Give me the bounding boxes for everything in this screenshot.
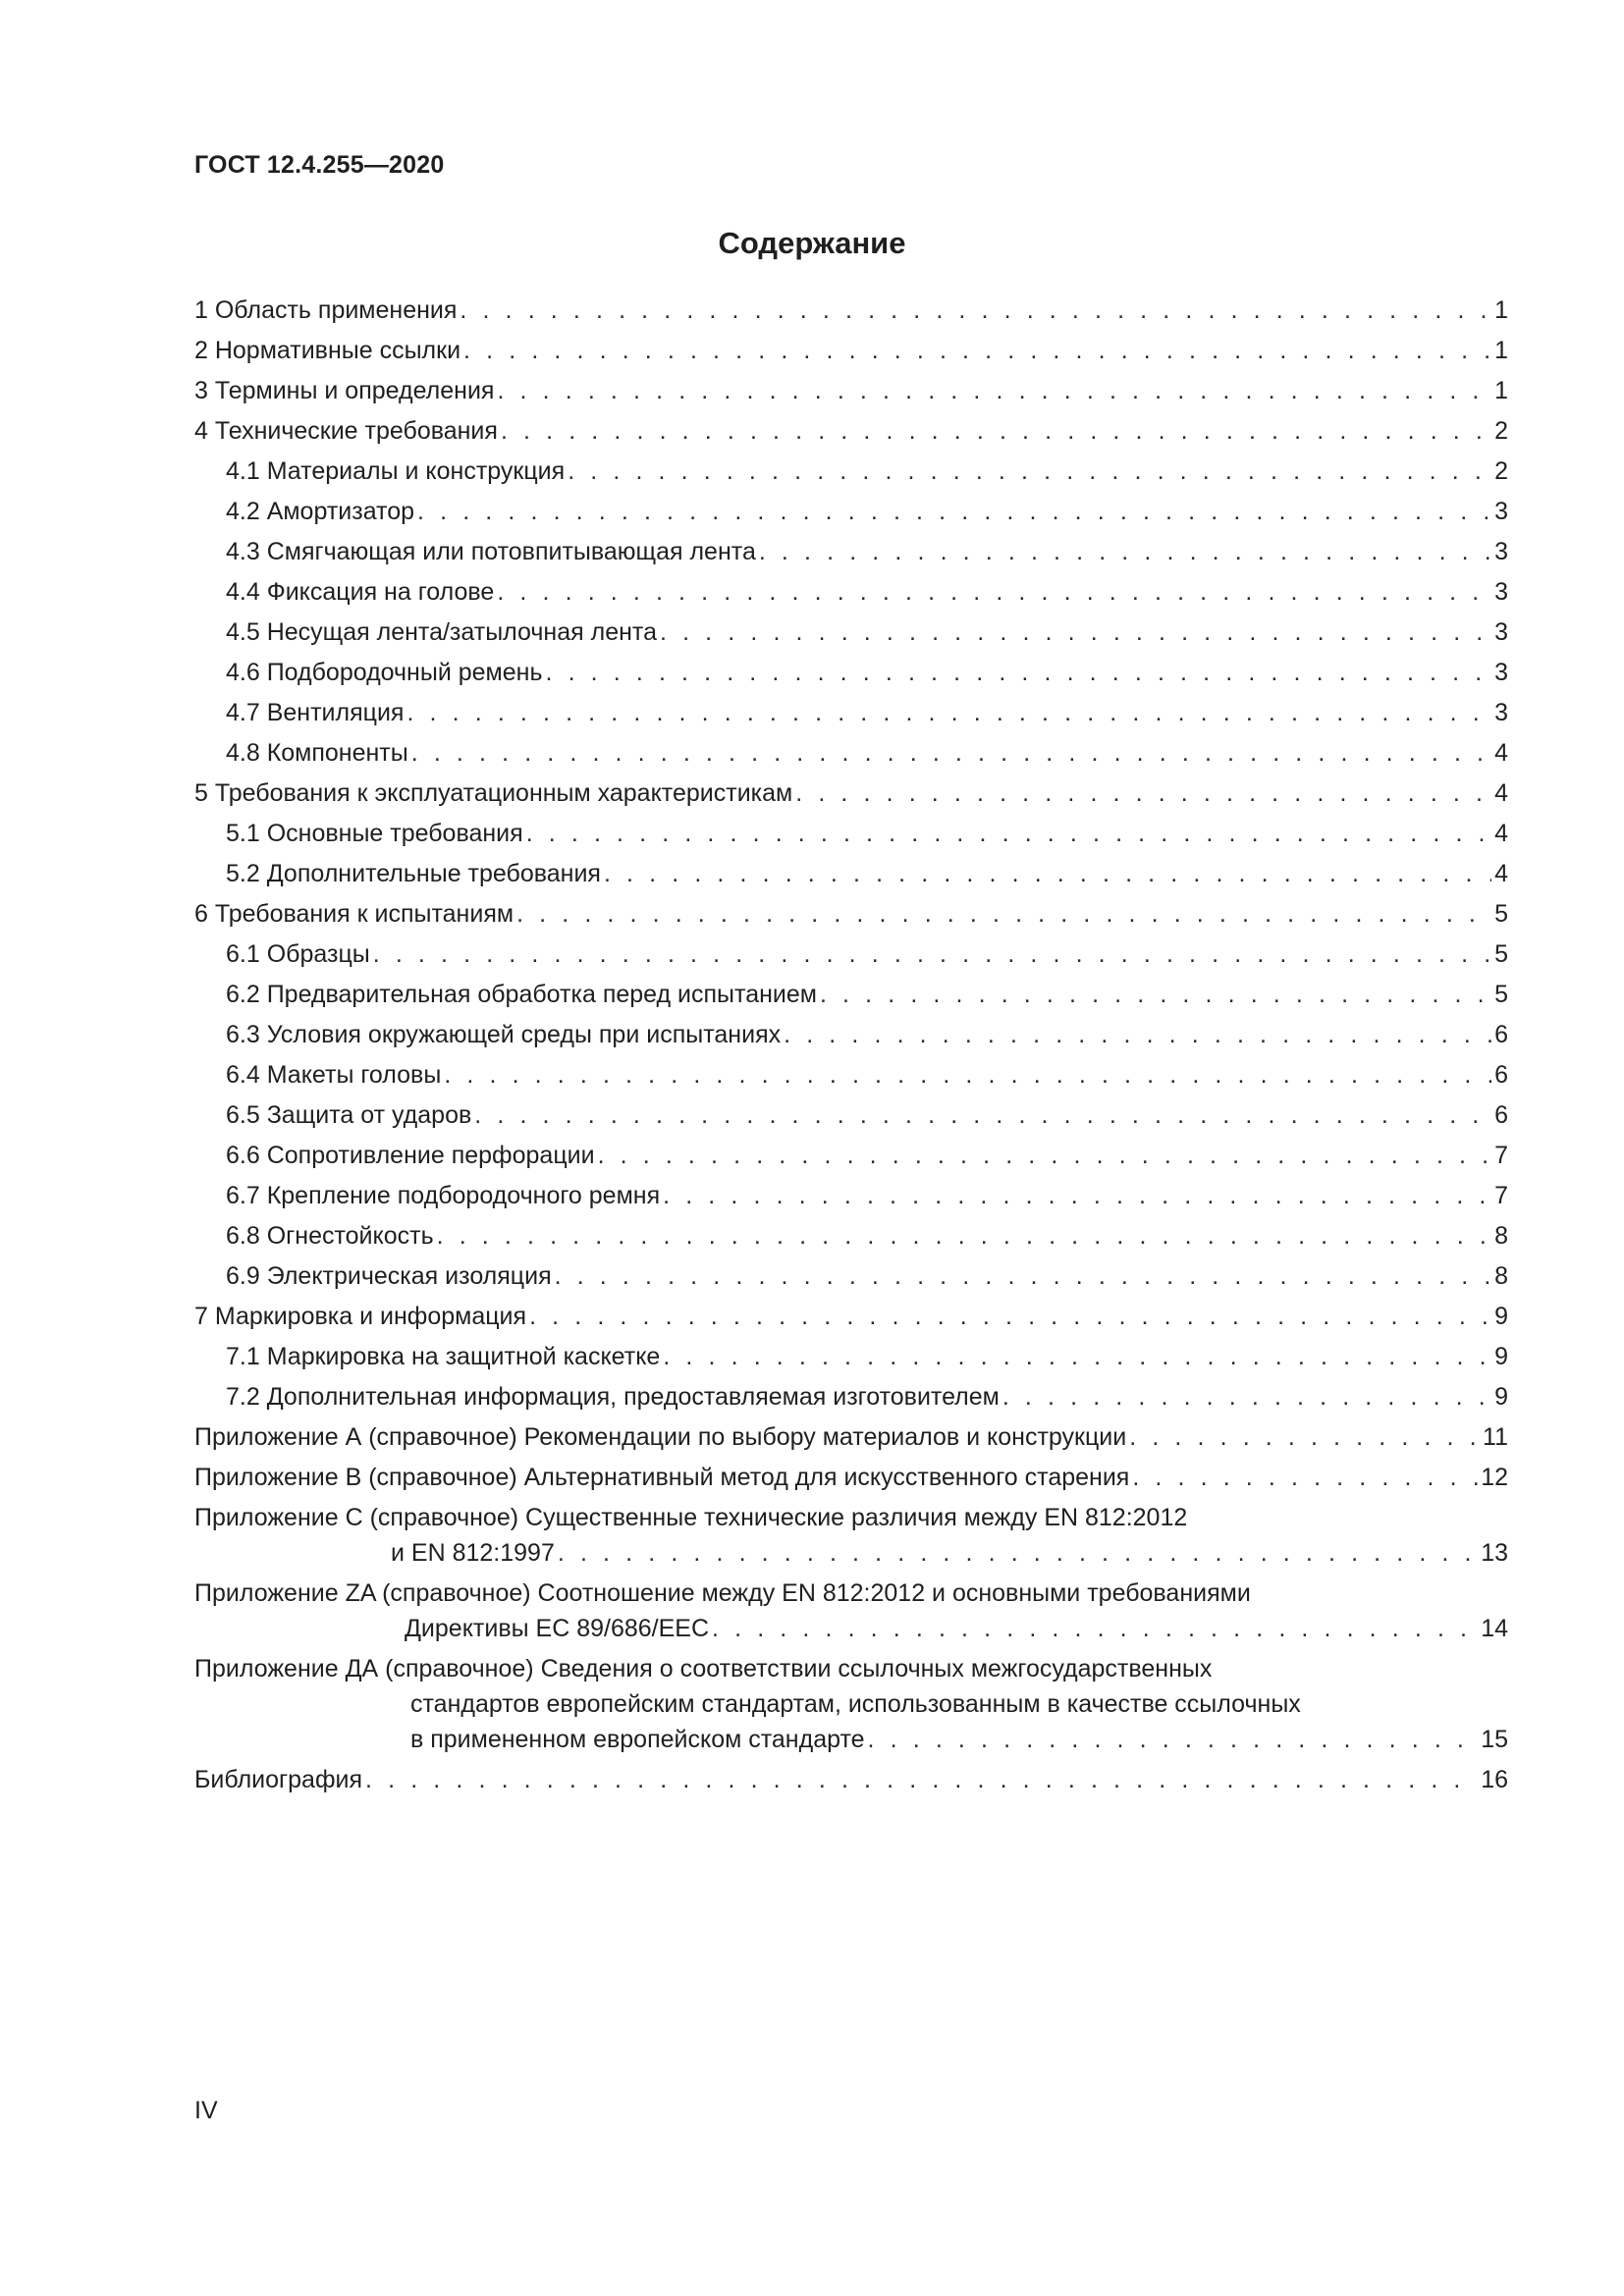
toc-entry[interactable] — [194, 1057, 1508, 1093]
toc-entry[interactable] — [194, 896, 1508, 932]
dot-leader — [516, 896, 1491, 932]
toc-entry[interactable] — [194, 574, 1508, 610]
toc-entry-page: 3 — [1494, 659, 1508, 686]
toc-entry-page: 6 — [1494, 1101, 1508, 1129]
toc-entry[interactable] — [194, 293, 1508, 328]
dot-leader — [759, 534, 1491, 569]
dot-leader — [1129, 1419, 1480, 1455]
toc-title: Содержание — [718, 226, 906, 260]
toc-entry-page: 1 — [1494, 377, 1508, 404]
toc-entry-page: 16 — [1481, 1766, 1508, 1793]
toc-entry-title: Приложение В (справочное) Альтернативный метод для искусственного старения — [194, 1464, 1130, 1491]
toc-entry-title: 7 Маркировка и информация — [194, 1303, 527, 1330]
toc-entry[interactable] — [194, 1500, 1508, 1571]
toc-entry[interactable] — [194, 816, 1508, 851]
dot-leader — [568, 454, 1491, 489]
dot-leader — [663, 1339, 1491, 1374]
toc-entry-page: 9 — [1494, 1303, 1508, 1330]
dot-leader — [365, 1762, 1478, 1797]
toc-entry-title: 6.7 Крепление подбородочного ремня — [226, 1182, 661, 1209]
toc-entry[interactable] — [194, 1575, 1508, 1646]
toc-entry[interactable] — [194, 775, 1508, 811]
toc-entry[interactable] — [194, 1379, 1508, 1415]
toc-entry-title: Приложение ZA (справочное) Соотношение между EN 812:2012 и основными требованиями — [194, 1579, 1251, 1607]
toc-entry-title: Библиография — [194, 1766, 363, 1793]
toc-entry[interactable] — [194, 333, 1508, 368]
toc-entry-page: 12 — [1481, 1464, 1508, 1491]
toc-entry-title: 6.3 Условия окружающей среды при испытаниях — [226, 1021, 782, 1048]
toc-entry-page: 4 — [1494, 820, 1508, 847]
toc-entry-page: 13 — [1481, 1539, 1508, 1567]
toc-entry[interactable] — [194, 1651, 1508, 1757]
toc-entry-page: 5 — [1494, 940, 1508, 968]
dot-leader — [406, 695, 1491, 730]
toc-entry[interactable] — [194, 1178, 1508, 1213]
toc-entry-page: 8 — [1494, 1262, 1508, 1290]
toc-entry[interactable] — [194, 695, 1508, 730]
toc-entry-page: 4 — [1494, 739, 1508, 767]
toc-entry-title: 2 Нормативные ссылки — [194, 337, 461, 364]
dot-leader — [497, 373, 1491, 408]
toc-entry-page: 3 — [1494, 618, 1508, 646]
toc-entry-title: 4.4 Фиксация на голове — [226, 578, 495, 606]
toc-entry[interactable] — [194, 655, 1508, 690]
dot-leader — [558, 1535, 1478, 1571]
toc-entry[interactable] — [194, 534, 1508, 569]
dot-leader — [784, 1017, 1491, 1052]
toc-entry-page: 6 — [1494, 1021, 1508, 1048]
toc-entry-title: 4.6 Подбородочный ремень — [226, 659, 543, 686]
toc-entry[interactable] — [194, 1419, 1508, 1455]
dot-leader — [545, 655, 1491, 690]
toc-entry-page: 15 — [1481, 1726, 1508, 1753]
dot-leader — [660, 614, 1491, 650]
toc-entry-title: Приложение С (справочное) Существенные технические различия между EN 812:2012 — [194, 1504, 1188, 1531]
toc-entry[interactable] — [194, 735, 1508, 771]
toc-entry-title: 6.2 Предварительная обработка перед испытанием — [226, 981, 817, 1008]
toc-entry-title: 4.8 Компоненты — [226, 739, 408, 767]
toc-entry[interactable] — [194, 1460, 1508, 1495]
toc-entry-title: 6.1 Образцы — [226, 940, 370, 968]
toc-entry-page: 1 — [1494, 337, 1508, 364]
toc-entry-page: 3 — [1494, 538, 1508, 565]
toc-entry-title: 4.1 Материалы и конструкция — [226, 457, 566, 485]
toc-entry-title: 6.9 Электрическая изоляция — [226, 1262, 552, 1290]
toc-entry[interactable] — [194, 1218, 1508, 1254]
toc-entry-page: 4 — [1494, 860, 1508, 887]
toc-entry-title: 4 Технические требования — [194, 417, 498, 445]
dot-leader — [411, 735, 1491, 771]
dot-leader — [795, 775, 1491, 811]
toc-entry-page: 3 — [1494, 578, 1508, 606]
dot-leader — [460, 293, 1491, 328]
toc-entry-title: Приложение А (справочное) Рекомендации по выбору материалов и конструкции — [194, 1423, 1127, 1451]
dot-leader — [868, 1722, 1479, 1757]
toc-entry[interactable] — [194, 1762, 1508, 1797]
dot-leader — [526, 816, 1491, 851]
toc-entry[interactable] — [194, 1258, 1508, 1294]
toc-entry-title: и EN 812:1997 — [391, 1539, 555, 1567]
toc-entry[interactable] — [194, 373, 1508, 408]
toc-entry-title: в примененном европейском стандарте — [410, 1726, 865, 1753]
toc-entry-title: 5.1 Основные требования — [226, 820, 523, 847]
dot-leader — [555, 1258, 1491, 1294]
toc-entry-title: 7.2 Дополнительная информация, предоставляемая изготовителем — [226, 1383, 1000, 1411]
toc-entry[interactable] — [194, 936, 1508, 972]
dot-leader — [501, 413, 1491, 449]
toc-entry-page: 2 — [1494, 457, 1508, 485]
toc-entry-title: 4.2 Амортизатор — [226, 498, 415, 525]
toc-entry-page: 7 — [1494, 1182, 1508, 1209]
toc-entry[interactable] — [194, 1097, 1508, 1133]
toc-entry-page: 4 — [1494, 779, 1508, 807]
toc-entry-title: 4.3 Смягчающая или потовпитывающая лента — [226, 538, 756, 565]
dot-leader — [463, 333, 1491, 368]
dot-leader — [437, 1218, 1491, 1254]
toc-entry[interactable] — [194, 1299, 1508, 1334]
dot-leader — [598, 1138, 1492, 1173]
dot-leader — [604, 856, 1491, 891]
toc-entry-page: 3 — [1494, 498, 1508, 525]
toc-entry-page: 6 — [1494, 1061, 1508, 1089]
dot-leader — [529, 1299, 1491, 1334]
toc-entry-title: 6 Требования к испытаниям — [194, 900, 514, 928]
dot-leader — [444, 1057, 1491, 1093]
toc-entry[interactable] — [194, 494, 1508, 529]
toc-entry-page: 9 — [1494, 1383, 1508, 1411]
toc-entry-page: 3 — [1494, 699, 1508, 726]
dot-leader — [663, 1178, 1491, 1213]
toc-entry-title: Приложение ДА (справочное) Сведения о соответствии ссылочных межгосударственных — [194, 1655, 1213, 1682]
toc-entry-title: 4.7 Вентиляция — [226, 699, 405, 726]
page-number: IV — [194, 2097, 218, 2124]
toc-entry[interactable] — [194, 413, 1508, 449]
toc-entry[interactable] — [194, 1138, 1508, 1173]
dot-leader — [474, 1097, 1491, 1133]
dot-leader — [712, 1611, 1478, 1646]
toc-entry[interactable] — [194, 856, 1508, 891]
toc-entry-page: 5 — [1494, 900, 1508, 928]
toc-entry-title: 4.5 Несущая лента/затылочная лента — [226, 618, 657, 646]
toc-entry-page: 8 — [1494, 1222, 1508, 1250]
toc-entry[interactable] — [194, 1017, 1508, 1052]
toc-entry-title: 6.8 Огнестойкость — [226, 1222, 434, 1250]
toc-entry-page: 11 — [1483, 1423, 1508, 1451]
toc-entry-title: 6.4 Макеты головы — [226, 1061, 442, 1089]
toc-entry-title: 3 Термины и определения — [194, 377, 495, 404]
dot-leader — [1002, 1379, 1491, 1415]
document-number: ГОСТ 12.4.255—2020 — [194, 151, 445, 179]
toc-entry-title: 1 Область применения — [194, 296, 458, 324]
toc-entry-page: 14 — [1481, 1615, 1508, 1642]
dot-leader — [497, 574, 1491, 610]
toc-entry-title: 5 Требования к эксплуатационным характеристикам — [194, 779, 793, 807]
toc-entry-title: стандартов европейским стандартам, использованным в качестве ссылочных — [410, 1690, 1301, 1718]
toc-entry-title: 5.2 Дополнительные требования — [226, 860, 601, 887]
dot-leader — [373, 936, 1491, 972]
table-of-contents — [194, 293, 1508, 1802]
toc-entry[interactable] — [194, 1339, 1508, 1374]
toc-entry-page: 5 — [1494, 981, 1508, 1008]
toc-entry[interactable] — [194, 977, 1508, 1012]
toc-entry[interactable] — [194, 454, 1508, 489]
toc-entry-title: Директивы ЕС 89/686/EEC — [405, 1615, 710, 1642]
toc-entry-page: 9 — [1494, 1343, 1508, 1370]
dot-leader — [1132, 1460, 1478, 1495]
toc-entry[interactable] — [194, 614, 1508, 650]
dot-leader — [820, 977, 1491, 1012]
toc-entry-title: 6.5 Защита от ударов — [226, 1101, 472, 1129]
toc-entry-page: 1 — [1494, 296, 1508, 324]
toc-entry-page: 2 — [1494, 417, 1508, 445]
toc-entry-title: 6.6 Сопротивление перфорации — [226, 1142, 595, 1169]
toc-entry-title: 7.1 Маркировка на защитной каскетке — [226, 1343, 661, 1370]
dot-leader — [417, 494, 1491, 529]
toc-entry-page: 7 — [1494, 1142, 1508, 1169]
